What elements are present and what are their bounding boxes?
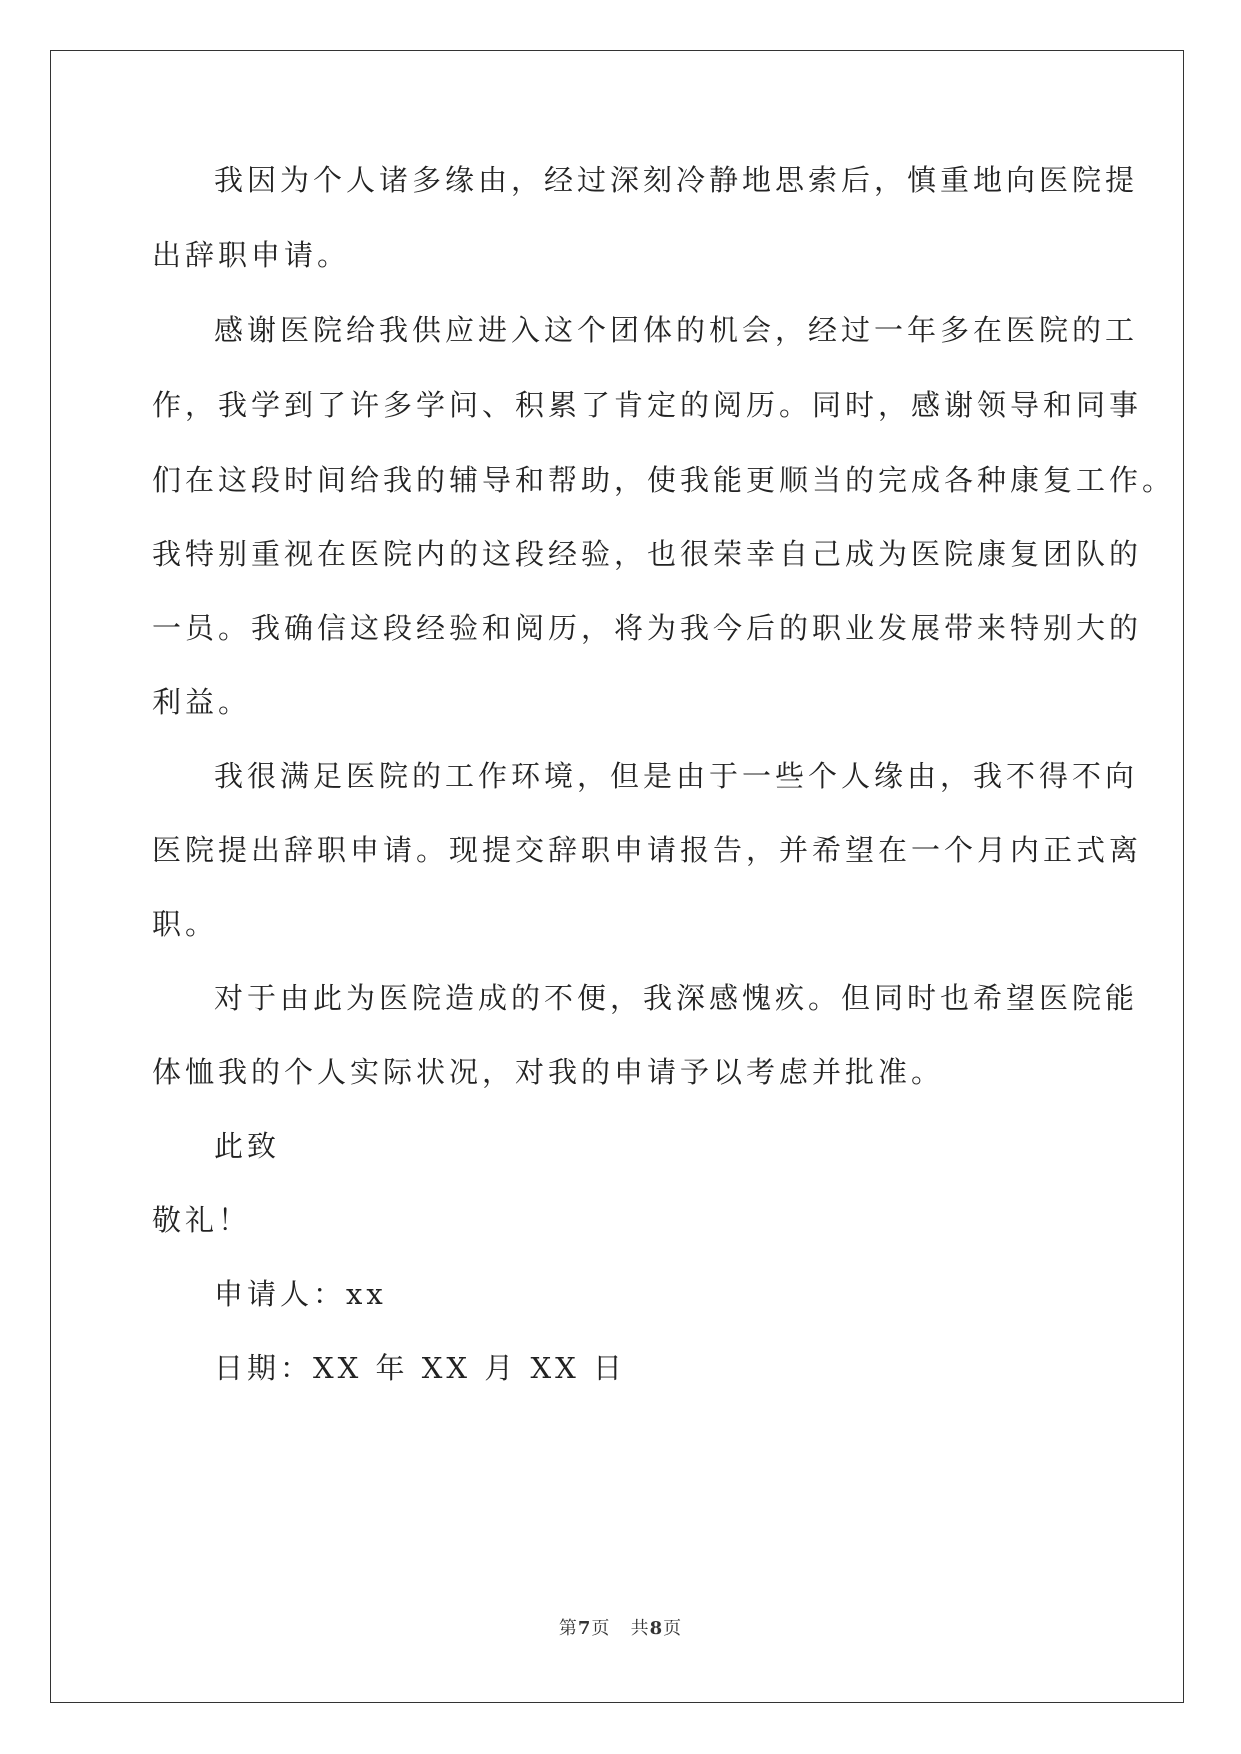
paragraph-line: 医院提出辞职申请。现提交辞职申请报告，并希望在一个月内正式离 [152,833,1143,867]
closing-salutation: 此致 [214,1129,281,1163]
paragraph-line: 一员。我确信这段经验和阅历，将为我今后的职业发展带来特别大的 [152,611,1143,645]
paragraph-line: 出辞职申请。 [152,238,351,272]
paragraph-line: 对于由此为医院造成的不便，我深感愧疚。但同时也希望医院能 [214,981,1139,1015]
date-line: 日期：XX 年 XX 月 XX 日 [214,1351,626,1385]
footer-middle: 页 共 [591,1618,650,1639]
footer-prefix: 第 [558,1618,578,1639]
footer-suffix: 页 [663,1618,683,1639]
footer-total-pages: 8 [649,1618,664,1639]
paragraph-line: 我特别重视在医院内的这段经验，也很荣幸自己成为医院康复团队的 [152,537,1143,571]
page-footer [0,1614,1241,1640]
closing-regards: 敬礼！ [152,1203,252,1237]
paragraph-line: 体恤我的个人实际状况，对我的申请予以考虑并批准。 [152,1055,945,1089]
applicant-line: 申请人：xx [214,1277,387,1311]
paragraph-line: 我很满足医院的工作环境，但是由于一些个人缘由，我不得不向 [214,759,1139,793]
footer-page-number: 7 [577,1618,592,1639]
paragraph-line: 感谢医院给我供应进入这个团体的机会，经过一年多在医院的工 [214,313,1139,347]
paragraph-line: 我因为个人诸多缘由，经过深刻冷静地思索后，慎重地向医院提 [214,163,1139,197]
paragraph-line: 作，我学到了许多学问、积累了肯定的阅历。同时，感谢领导和同事 [152,388,1143,422]
page-border [50,50,1184,1703]
paragraph-line: 职。 [152,907,219,941]
paragraph-line: 利益。 [152,685,252,719]
paragraph-line: 们在这段时间给我的辅导和帮助，使我能更顺当的完成各种康复工作。 [152,463,1176,497]
